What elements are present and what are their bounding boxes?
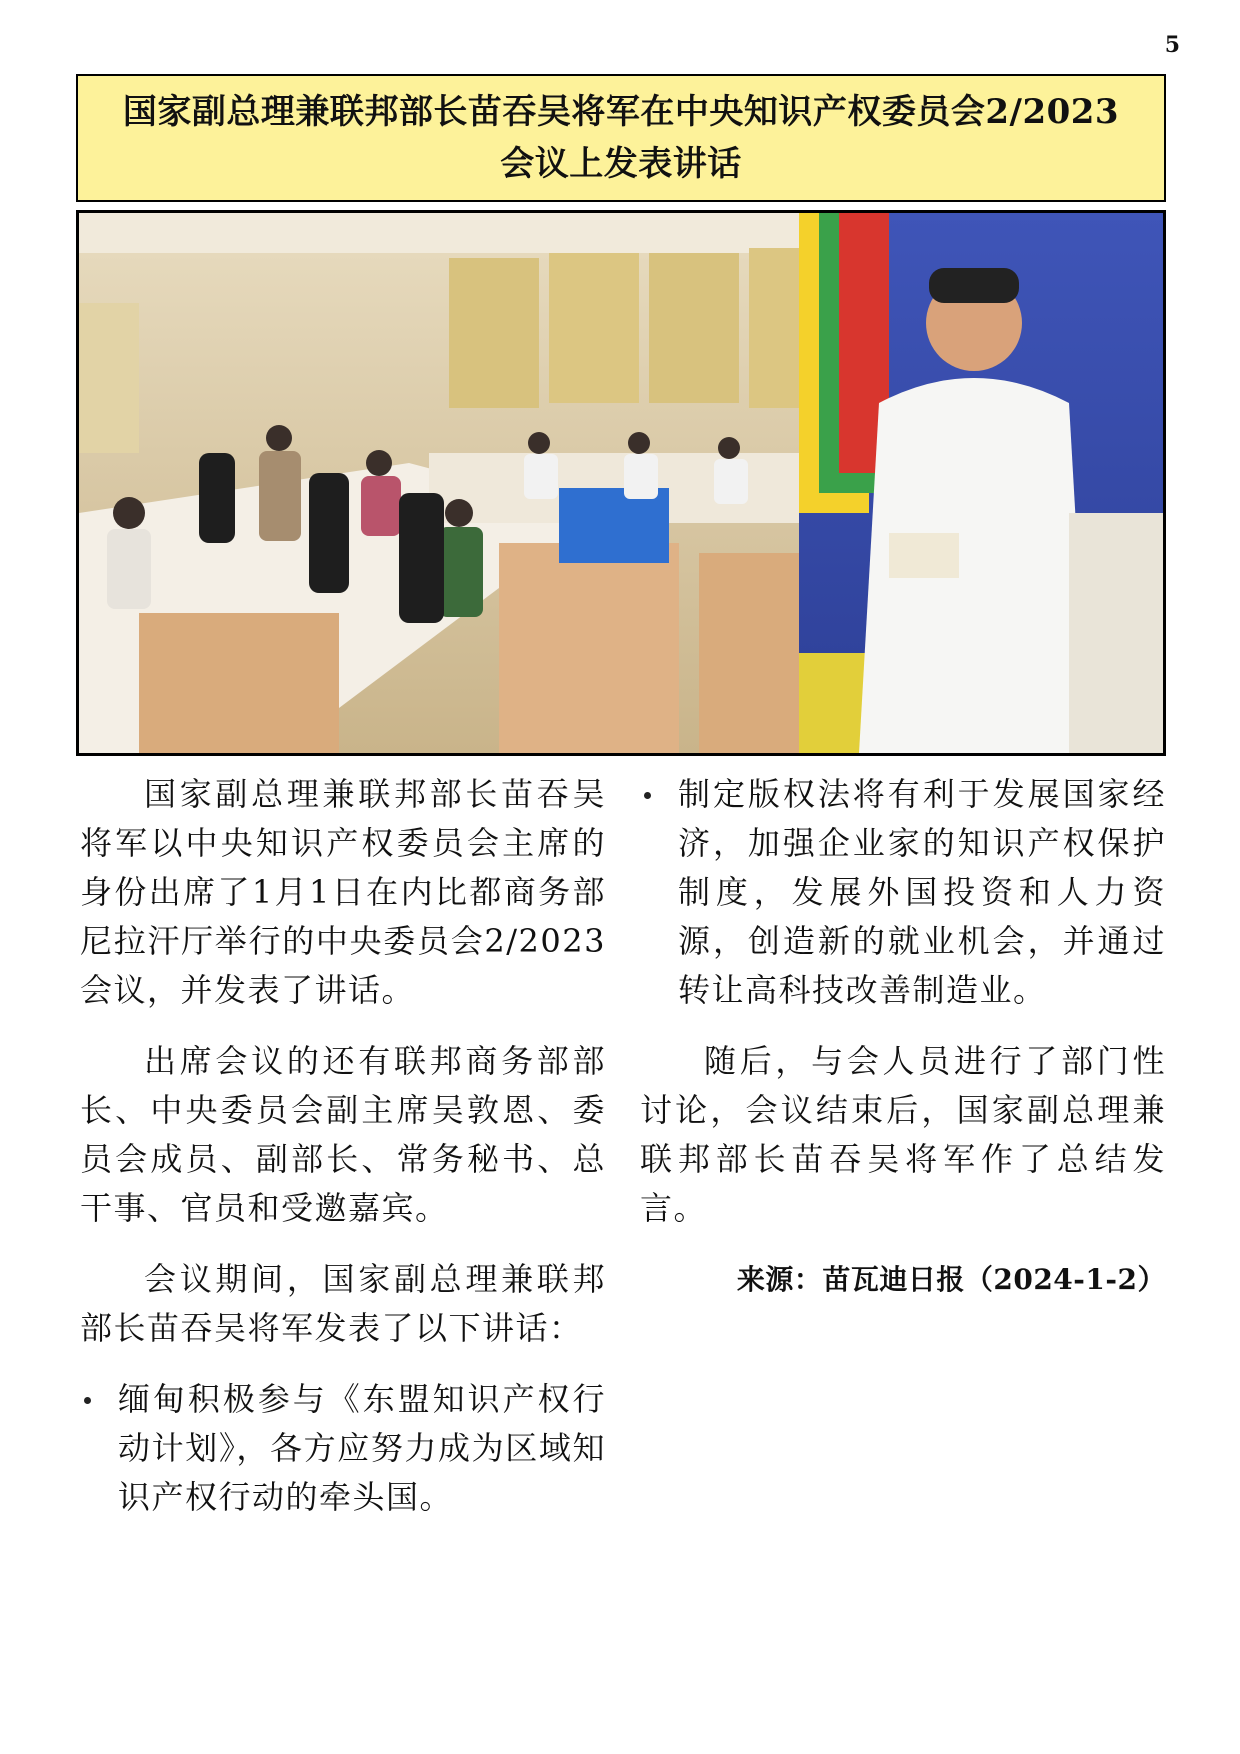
bullet-text-1: 缅甸积极参与《东盟知识产权行动计划》，各方应努力成为区域知识产权行动的牵头国。 xyxy=(118,1380,606,1516)
headline-line-1: 国家副总理兼联邦部长苗吞吴将军在中央知识产权委员会2/2023 xyxy=(122,92,1120,132)
paragraph-1: 国家副总理兼联邦部长苗吞吴将军以中央知识产权委员会主席的身份出席了1月1日在内比都商务部尼拉汗厅举行的中央委员会2/2023会议，并发表了讲话。 xyxy=(80,775,606,1009)
meeting-photo xyxy=(76,210,1166,756)
curtain xyxy=(549,253,639,403)
curtain xyxy=(449,258,539,408)
bullet-dot-icon xyxy=(84,1397,91,1404)
speaker-hair xyxy=(929,268,1019,303)
page-number: 5 xyxy=(1164,32,1180,58)
paragraph-3: 会议期间，国家副总理兼联邦部长苗吞吴将军发表了以下讲话： xyxy=(80,1260,606,1347)
source-credit: 来源：苗瓦迪日报（2024-1-2） xyxy=(736,1263,1166,1296)
bullet-dot-icon xyxy=(644,792,651,799)
ceiling xyxy=(79,213,879,253)
left-column xyxy=(80,770,606,1544)
lace-chair xyxy=(1069,513,1163,753)
bullet-text-2: 制定版权法将有利于发展国家经济，加强企业家的知识产权保护制度，发展外国投资和人力资源，创造新的就业机会，并通过转让高科技改善制造业。 xyxy=(678,775,1166,1009)
title-box xyxy=(76,74,1166,202)
meeting-photo-illustration xyxy=(79,213,1163,753)
bullet-item-1 xyxy=(80,1375,606,1522)
paragraph-2: 出席会议的还有联邦商务部部长、中央委员会副主席吴敦恩、委员会成员、副部长、常务秘书、总干事、官员和受邀嘉宾。 xyxy=(80,1042,606,1227)
table-skirt xyxy=(499,543,679,753)
speech-paper xyxy=(889,533,959,578)
curtain xyxy=(79,303,139,453)
curtain xyxy=(649,253,739,403)
headline-line-2: 会议上发表讲话 xyxy=(500,144,742,184)
blue-placard xyxy=(559,488,669,563)
table-skirt xyxy=(139,613,339,753)
right-column xyxy=(640,770,1166,1304)
bullet-item-2 xyxy=(640,770,1166,1015)
paragraph-4: 随后，与会人员进行了部门性讨论，会议结束后，国家副总理兼联邦部长苗吞吴将军作了总结发言。 xyxy=(640,1042,1166,1227)
